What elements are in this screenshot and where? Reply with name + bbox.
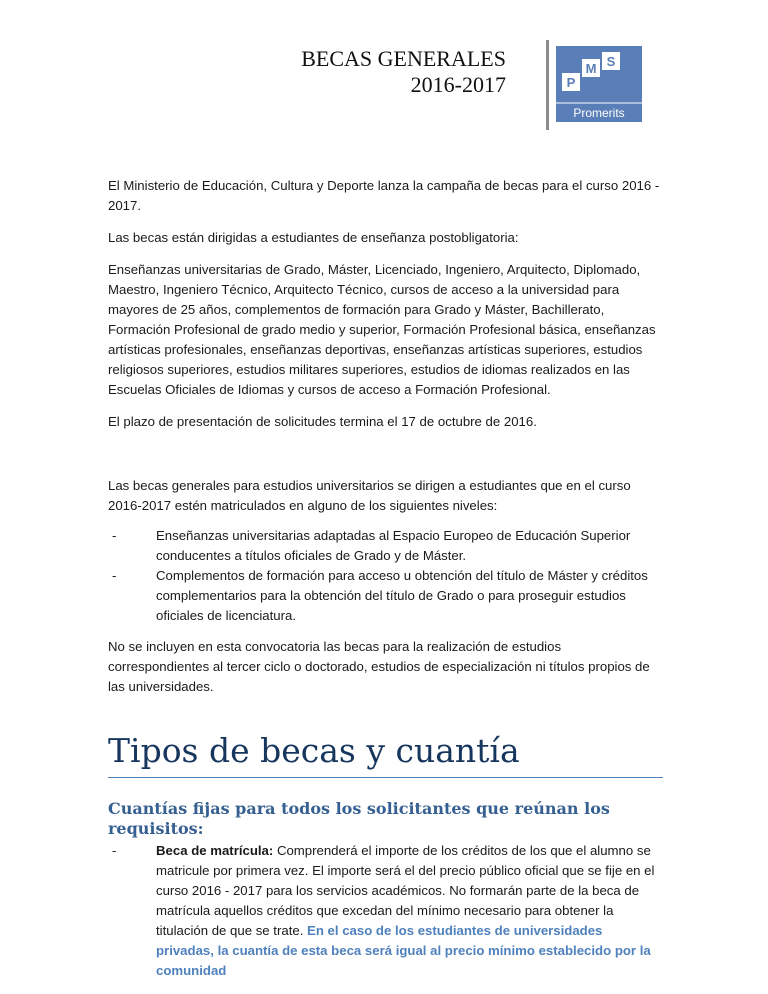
header-title-line2: 2016-2017	[410, 72, 506, 97]
item-text: Comprenderá el importe de los créditos de los que el alumno se matricule por primera vez. El importe será el del precio público oficial que se fije en el curso 2016 - 2017 para los servicios académicos. No formarán parte de la beca de matrícula aquellos créditos que excedan del mínimo necesario para obtener la titulación de que se trate.	[156, 843, 655, 938]
paragraph-exclusion: No se incluyen en esta convocatoria las becas para la realización de estudios correspondientes al tercer ciclo o doctorado, estudios de especialización ni títulos propios de las universidades.	[108, 639, 650, 694]
header-divider	[546, 40, 549, 130]
promerits-logo	[556, 46, 642, 122]
section-subheading: Cuantías fijas para todos los solicitantes que reúnan los requisitos:	[108, 799, 610, 838]
university-levels-list	[108, 526, 663, 626]
header-title-line1: BECAS GENERALES	[301, 46, 506, 71]
logo-letter-s: S	[606, 54, 616, 69]
logo-letter-m: M	[585, 61, 597, 76]
logo-text: Promerits	[573, 106, 625, 120]
paragraph-target: Las becas están dirigidas a estudiantes de enseñanza postobligatoria:	[108, 230, 519, 245]
list-item-beca-matricula: - Beca de matrícula: Comprenderá el importe de los créditos de los que el alumno se matricule por primera vez. El importe será el del precio público oficial que se fije en el curso 2016 - 2017 para los servicios académicos. No formarán parte de la beca de matrícula aquellos créditos que excedan del mínimo necesario para obtener la titulación de que se trate. En el caso de los estudiantes de universidades privadas, la cuantía de esta beca será igual al precio mínimo establecido por la comunidad	[112, 843, 655, 978]
document-body	[108, 176, 663, 981]
item-label: Beca de matrícula:	[156, 843, 274, 858]
paragraph-deadline: El plazo de presentación de solicitudes termina el 17 de octubre de 2016.	[108, 414, 537, 429]
document-header-title	[301, 46, 506, 98]
section-heading: Tipos de becas y cuantía	[108, 731, 663, 778]
logo-letter-p: P	[566, 75, 576, 90]
grant-types-list	[108, 841, 663, 981]
list-item: - Enseñanzas universitarias adaptadas al Espacio Europeo de Educación Superior conducentes a títulos oficiales de Grado y de Máster.	[112, 528, 631, 563]
list-item: - Complementos de formación para acceso u obtención del título de Máster y créditos complementarios para la obtención del título de Grado o para proseguir estudios oficiales de licenciatura.	[112, 568, 648, 623]
paragraph-levels: Enseñanzas universitarias de Grado, Máster, Licenciado, Ingeniero, Arquitecto, Diplomado, Maestro, Ingeniero Técnico, Arquitecto Técnico, cursos de acceso a la universidad para mayores de 25 años, complementos de formación para Grado y Máster, Bachillerato, Formación Profesional de grado medio y superior, Formación Profesional básica, enseñanzas artísticas profesionales, enseñanzas deportivas, enseñanzas artísticas superiores, estudios religiosos superiores, estudios militares superiores, estudios de idiomas realizados en las Escuelas Oficiales de Idiomas y cursos de acceso a Formación Profesional.	[108, 262, 656, 397]
item-highlight: En el caso de los estudiantes de universidades privadas, la cuantía de esta beca será igual al precio mínimo establecido por la comunidad	[156, 923, 651, 978]
paragraph-intro: El Ministerio de Educación, Cultura y Deporte lanza la campaña de becas para el curso 2016 - 2017.	[108, 178, 660, 213]
paragraph-university: Las becas generales para estudios universitarios se dirigen a estudiantes que en el curso 2016-2017 estén matriculados en alguno de los siguientes niveles:	[108, 478, 631, 513]
